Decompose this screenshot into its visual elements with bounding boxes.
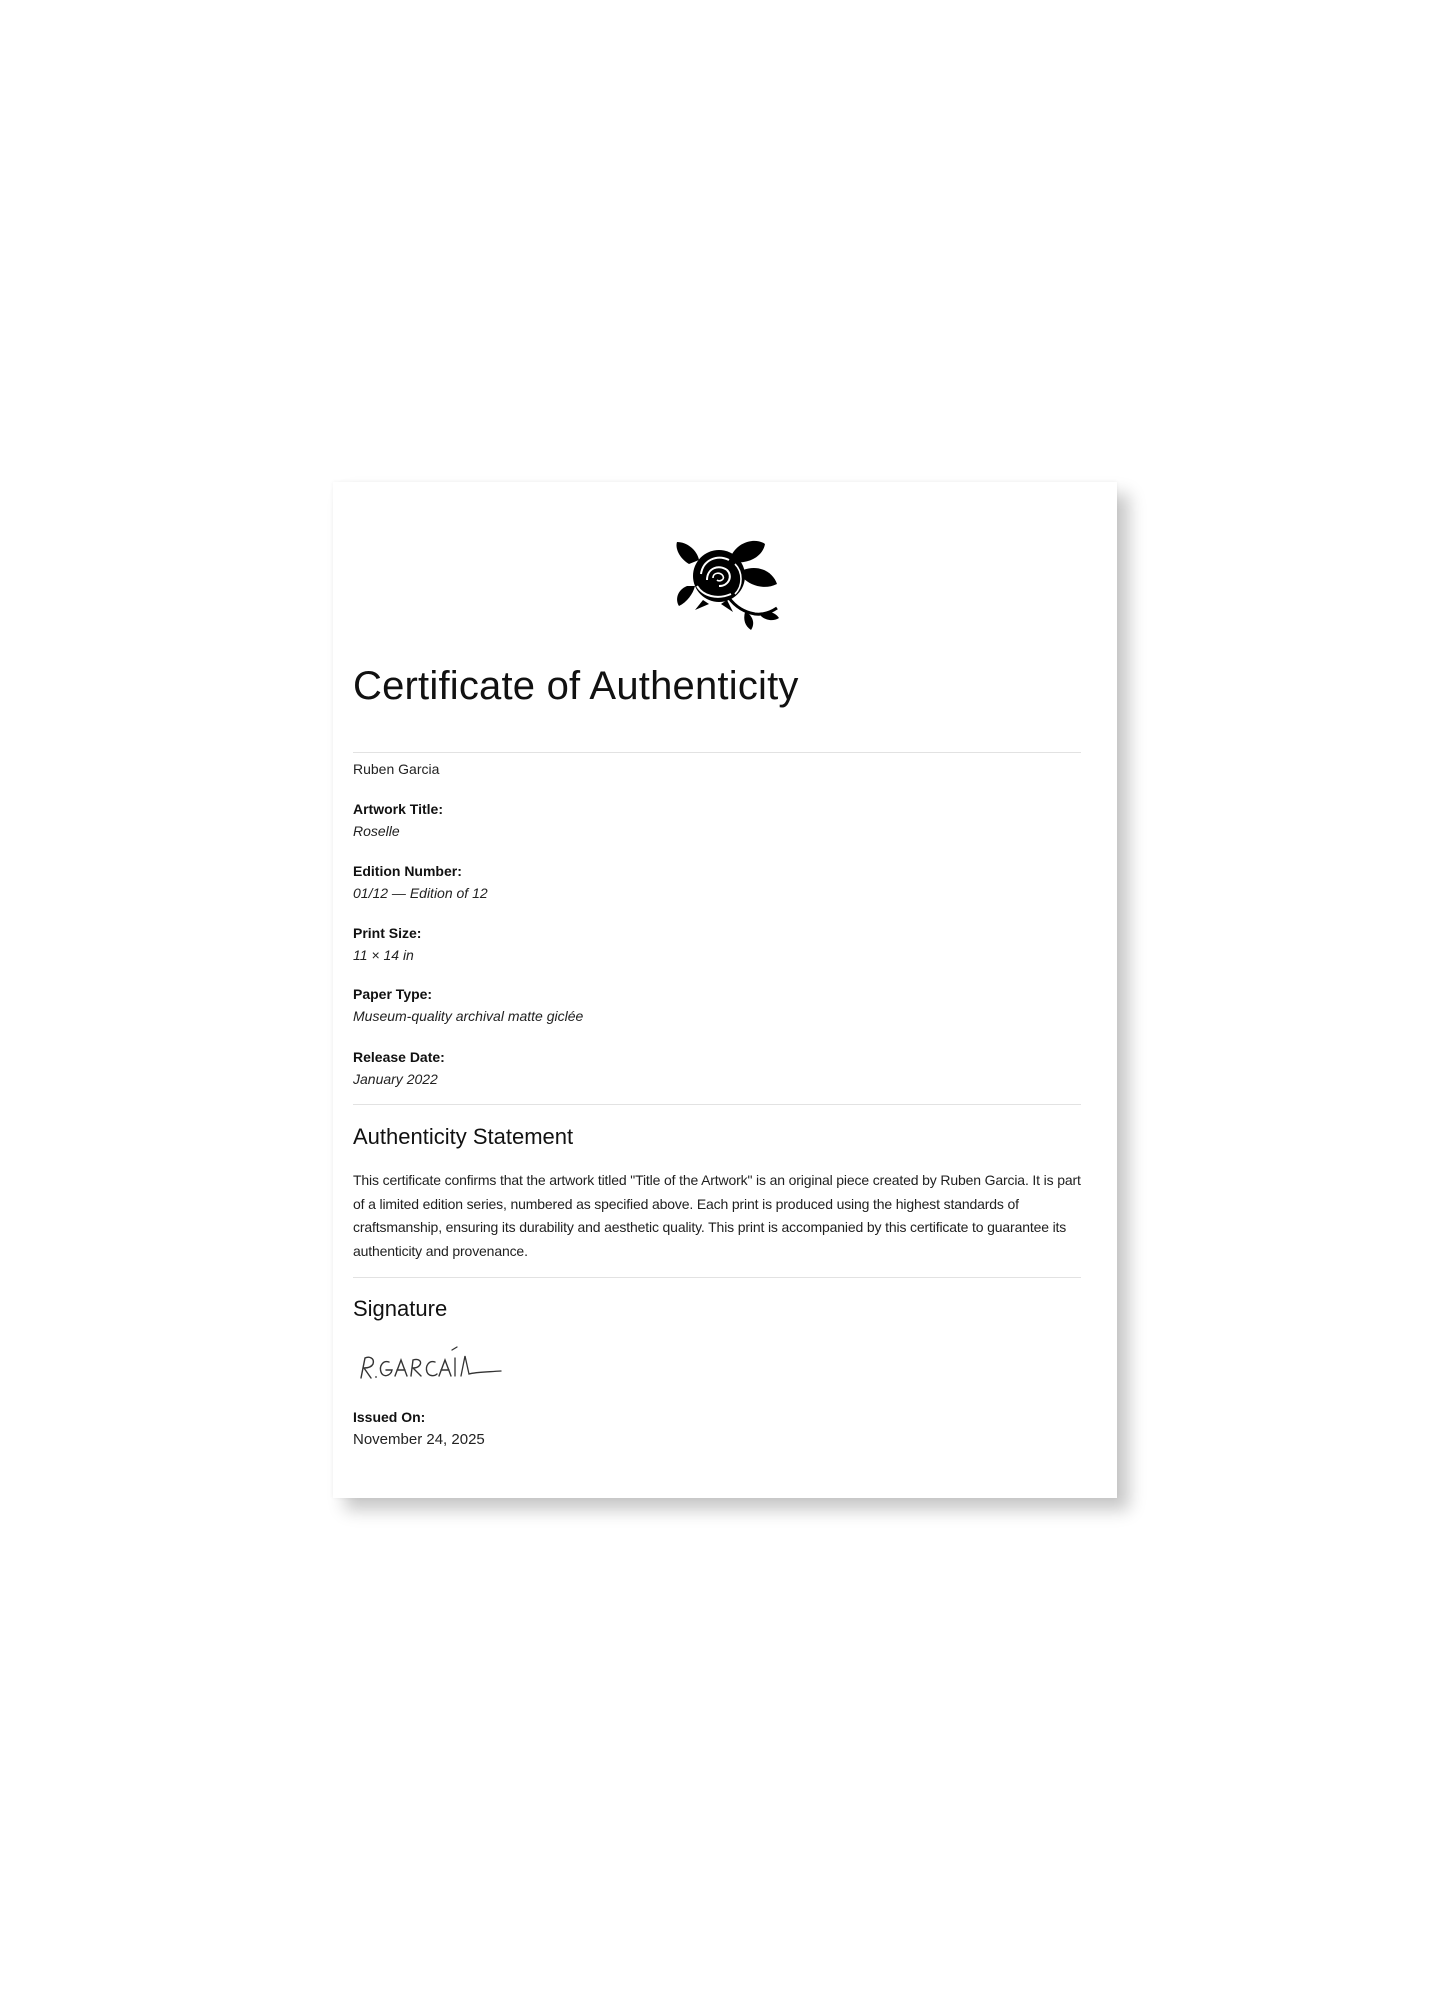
- detail-value: Museum-quality archival matte giclée: [353, 1008, 584, 1024]
- statement-text: This certificate confirms that the artwork titled "Title of the Artwork" is an original piece created by Ruben Garcia. It is part of a limited edition series, numbered as specified above. Each print is produced using the highest standards of craftsmanship, ensuring its durability and aesthetic quality. This print is accompanied by this certificate to guarantee its authenticity and provenance.: [353, 1172, 1081, 1259]
- detail-print-size: [353, 922, 421, 966]
- detail-value: 01/12 — Edition of 12: [353, 885, 488, 901]
- detail-paper-type: [353, 983, 583, 1027]
- signature-heading: Signature: [353, 1296, 448, 1321]
- detail-label: Edition Number:: [353, 863, 462, 879]
- detail-value: Roselle: [353, 823, 400, 839]
- detail-label: Print Size:: [353, 925, 422, 941]
- detail-value: January 2022: [353, 1071, 438, 1087]
- certificate-card: [333, 482, 1117, 1498]
- details-divider: [353, 1104, 1081, 1105]
- statement-divider: [353, 1277, 1081, 1278]
- detail-edition-number: [353, 860, 488, 904]
- artist-name: Ruben Garcia: [353, 761, 440, 777]
- certificate-title: Certificate of Authenticity: [353, 664, 799, 708]
- certificate-content: [353, 482, 1081, 1498]
- issued-label: Issued On:: [353, 1409, 426, 1425]
- issued-on: [353, 1406, 485, 1451]
- signature-image: [355, 1344, 503, 1388]
- title-divider: [353, 752, 1081, 753]
- statement-heading: Authenticity Statement: [353, 1124, 574, 1149]
- detail-label: Paper Type:: [353, 986, 433, 1002]
- rose-icon: [673, 534, 783, 630]
- detail-value: 11 × 14 in: [353, 947, 414, 963]
- detail-release-date: [353, 1046, 445, 1090]
- issued-date: November 24, 2025: [353, 1431, 485, 1448]
- detail-artwork-title: [353, 798, 443, 842]
- detail-label: Release Date:: [353, 1049, 445, 1065]
- detail-label: Artwork Title:: [353, 801, 443, 817]
